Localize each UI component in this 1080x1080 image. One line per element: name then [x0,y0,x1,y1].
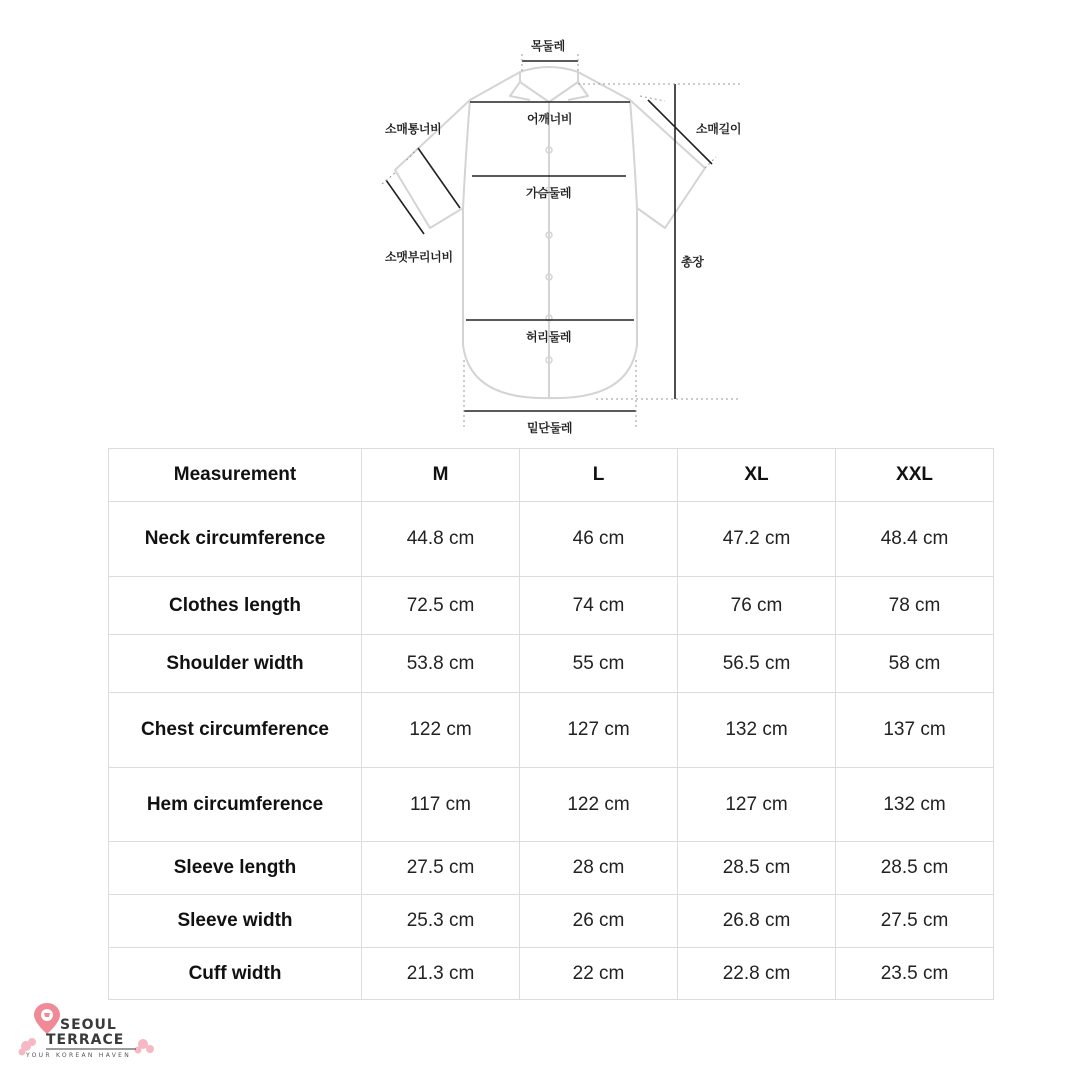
label-chest: 가슴둘레 [526,186,572,200]
cell-value: 44.8 cm [362,502,520,577]
cell-value: 25.3 cm [362,895,520,948]
cell-value: 117 cm [362,768,520,842]
row-label: Cuff width [109,948,362,1000]
cell-value: 26.8 cm [678,895,836,948]
cell-value: 55 cm [520,635,678,693]
row-label: Shoulder width [109,635,362,693]
cell-value: 53.8 cm [362,635,520,693]
cell-value: 26 cm [520,895,678,948]
table-row [109,635,994,693]
size-chart-table [108,448,994,1000]
cell-value: 132 cm [678,693,836,768]
cell-value: 127 cm [520,693,678,768]
cell-value: 28 cm [520,842,678,895]
header-size-m: M [362,449,520,502]
cell-value: 23.5 cm [836,948,994,1000]
cell-value: 21.3 cm [362,948,520,1000]
cell-value: 46 cm [520,502,678,577]
label-neck: 목둘레 [531,39,565,53]
table-row [109,577,994,635]
row-label: Sleeve width [109,895,362,948]
label-length: 총장 [681,255,704,269]
cell-value: 56.5 cm [678,635,836,693]
table-row [109,768,994,842]
label-sleeve-width: 소매통너비 [385,122,442,136]
label-sleeve-length: 소매길이 [696,122,742,136]
table-row [109,895,994,948]
table-header-row [109,449,994,502]
row-label: Clothes length [109,577,362,635]
cell-value: 28.5 cm [678,842,836,895]
cell-value: 78 cm [836,577,994,635]
label-cuff: 소맷부리너비 [385,250,453,264]
cell-value: 74 cm [520,577,678,635]
size-diagram [0,0,1080,445]
cell-value: 48.4 cm [836,502,994,577]
cell-value: 27.5 cm [362,842,520,895]
label-waist: 허리둘레 [526,330,572,344]
cell-value: 132 cm [836,768,994,842]
cell-value: 28.5 cm [836,842,994,895]
cell-value: 47.2 cm [678,502,836,577]
table-row [109,693,994,768]
header-size-xxl: XXL [836,449,994,502]
cell-value: 22 cm [520,948,678,1000]
row-label: Sleeve length [109,842,362,895]
logo-line2: TERRACE [46,1032,125,1048]
label-shoulder: 어깨너비 [527,112,573,126]
cell-value: 122 cm [362,693,520,768]
table-row [109,842,994,895]
cell-value: 122 cm [520,768,678,842]
cell-value: 137 cm [836,693,994,768]
cell-value: 22.8 cm [678,948,836,1000]
cell-value: 27.5 cm [836,895,994,948]
cell-value: 127 cm [678,768,836,842]
cell-value: 76 cm [678,577,836,635]
table-row [109,948,994,1000]
row-label: Hem circumference [109,768,362,842]
header-measurement: Measurement [109,449,362,502]
logo-tagline: YOUR KOREAN HAVEN [26,1052,132,1059]
cell-value: 58 cm [836,635,994,693]
shirt-illustration [0,0,1080,445]
cell-value: 72.5 cm [362,577,520,635]
label-hem: 밑단둘레 [527,421,573,435]
seoul-terrace-logo [18,1000,158,1070]
row-label: Neck circumference [109,502,362,577]
location-pin-icon [34,1003,60,1034]
header-size-xl: XL [678,449,836,502]
header-size-l: L [520,449,678,502]
table-row [109,502,994,577]
logo-line1: SEOUL [60,1017,117,1033]
row-label: Chest circumference [109,693,362,768]
